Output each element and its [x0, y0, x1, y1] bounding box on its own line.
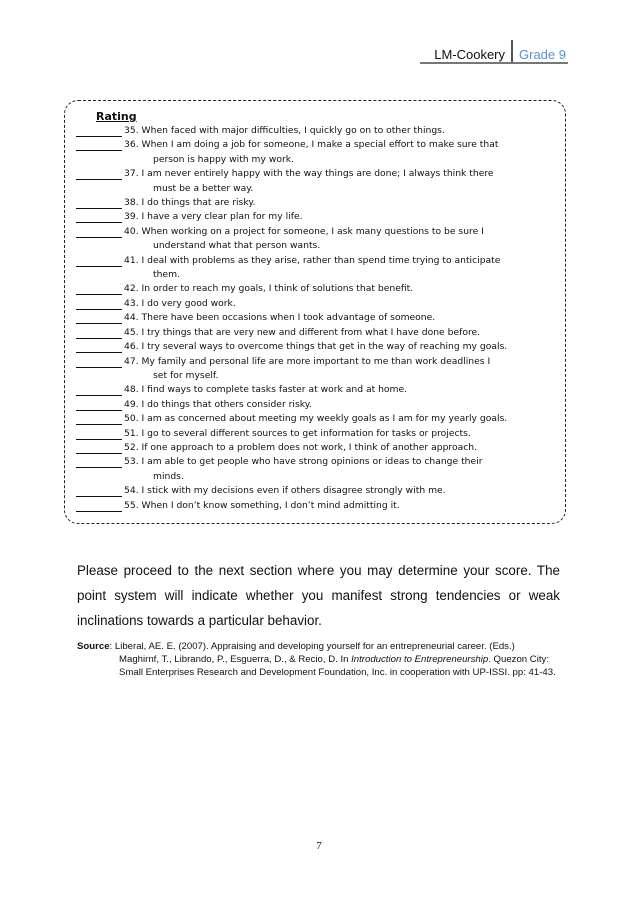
header-grade: Grade 9 — [519, 47, 566, 62]
rating-blank[interactable] — [76, 427, 122, 440]
source-line-1: : Liberal, AE. E. (2007). Appraising and developing yourself for an entrepreneurial career. (Eds.) — [109, 641, 515, 652]
list-item — [76, 210, 558, 224]
item-text: 38. I do things that are risky. — [124, 197, 256, 209]
item-continuation: understand what that person wants. — [153, 240, 321, 252]
rating-blank[interactable] — [76, 225, 122, 238]
item-text: 53. I am able to get people who have strong opinions or ideas to change their — [124, 456, 483, 468]
item-continuation: person is happy with my work. — [153, 153, 295, 165]
rating-blank[interactable] — [76, 138, 122, 151]
header-rule — [420, 62, 568, 64]
rating-blank[interactable] — [76, 210, 122, 223]
item-continuation: them. — [153, 269, 180, 281]
item-text: 41. I deal with problems as they arise, rather than spend time trying to anticipate — [124, 254, 501, 266]
list-item — [76, 254, 558, 268]
item-continuation: must be a better way. — [153, 182, 254, 194]
list-item — [76, 455, 558, 469]
rating-blank[interactable] — [76, 383, 122, 396]
page-header — [434, 40, 566, 62]
source-label: Source — [77, 641, 110, 652]
list-item — [76, 412, 558, 426]
item-text: 37. I am never entirely happy with the way things are done; I always think there — [124, 168, 494, 180]
item-text: 40. When working on a project for someone, I ask many questions to be sure I — [124, 225, 484, 237]
list-item — [76, 326, 558, 340]
source-line-2a: Maghirnf, T., Librando, P., Esguerra, D., & Recio, D. In — [119, 654, 352, 665]
item-text: 52. If one approach to a problem does not work, I think of another approach. — [124, 441, 478, 453]
page-number: 7 — [316, 840, 322, 852]
list-item — [76, 124, 558, 138]
item-text: 51. I go to several different sources to get information for tasks or projects. — [124, 427, 471, 439]
item-text: 54. I stick with my decisions even if others disagree strongly with me. — [124, 485, 446, 497]
list-item — [76, 340, 558, 354]
rating-blank[interactable] — [76, 254, 122, 267]
item-text: 55. When I don’t know something, I don’t mind admitting it. — [124, 499, 400, 511]
list-item — [76, 196, 558, 210]
rating-blank[interactable] — [76, 196, 122, 209]
rating-blank[interactable] — [76, 355, 122, 368]
list-item — [76, 167, 558, 181]
item-text: 36. When I am doing a job for someone, I make a special effort to make sure that — [124, 139, 499, 151]
item-text: 49. I do things that others consider risky. — [124, 398, 312, 410]
header-separator — [511, 40, 513, 62]
item-text: 39. I have a very clear plan for my life. — [124, 211, 303, 223]
list-item — [76, 297, 558, 311]
item-text: 50. I am as concerned about meeting my weekly goals as I am for my yearly goals. — [124, 413, 508, 425]
source-line-3: Small Enterprises Research and Development Foundation, Inc. in cooperation with UP-ISSI. pp: 41-43. — [119, 667, 556, 678]
item-text: 45. I try things that are very new and different from what I have done before. — [124, 326, 481, 338]
rating-blank[interactable] — [76, 441, 122, 454]
source-book-title: Introduction to Entrepreneurship — [351, 654, 489, 665]
header-title: LM-Cookery — [434, 47, 506, 62]
list-item — [76, 499, 558, 513]
list-item — [76, 441, 558, 455]
rating-blank[interactable] — [76, 167, 122, 180]
rating-blank[interactable] — [76, 455, 122, 468]
source-line-2b: . Quezon City: — [488, 654, 549, 665]
item-text: 47. My family and personal life are more important to me than work deadlines I — [124, 355, 491, 367]
rating-blank[interactable] — [76, 124, 122, 137]
list-item — [76, 398, 558, 412]
list-item — [76, 311, 558, 325]
list-item — [76, 225, 558, 239]
questionnaire-items — [76, 124, 558, 513]
item-text: 42. In order to reach my goals, I think of solutions that benefit. — [124, 283, 414, 295]
item-text: 48. I find ways to complete tasks faster at work and at home. — [124, 384, 408, 396]
rating-blank[interactable] — [76, 484, 122, 497]
item-continuation: minds. — [153, 470, 184, 482]
item-text: 43. I do very good work. — [124, 297, 236, 309]
list-item — [76, 355, 558, 369]
rating-blank[interactable] — [76, 311, 122, 324]
item-text: 46. I try several ways to overcome things that get in the way of reaching my goals. — [124, 341, 508, 353]
rating-blank[interactable] — [76, 499, 122, 512]
rating-blank[interactable] — [76, 412, 122, 425]
rating-blank[interactable] — [76, 282, 122, 295]
item-text: 35. When faced with major difficulties, I quickly go on to other things. — [124, 125, 445, 136]
rating-blank[interactable] — [76, 297, 122, 310]
list-item — [76, 383, 558, 397]
rating-blank[interactable] — [76, 398, 122, 411]
list-item — [76, 282, 558, 296]
rating-heading: Rating — [96, 110, 137, 123]
item-text: 44. There have been occasions when I took advantage of someone. — [124, 312, 436, 324]
list-item — [76, 138, 558, 152]
instruction-paragraph: Please proceed to the next section where you may determine your score. The point system will indicate whether you manifest strong tendencies or weak inclinations towards a particular behavior. — [77, 563, 560, 628]
list-item — [76, 427, 558, 441]
source-citation — [77, 640, 562, 679]
item-continuation: set for myself. — [153, 369, 219, 381]
list-item — [76, 484, 558, 498]
rating-blank[interactable] — [76, 340, 122, 353]
rating-blank[interactable] — [76, 326, 122, 339]
